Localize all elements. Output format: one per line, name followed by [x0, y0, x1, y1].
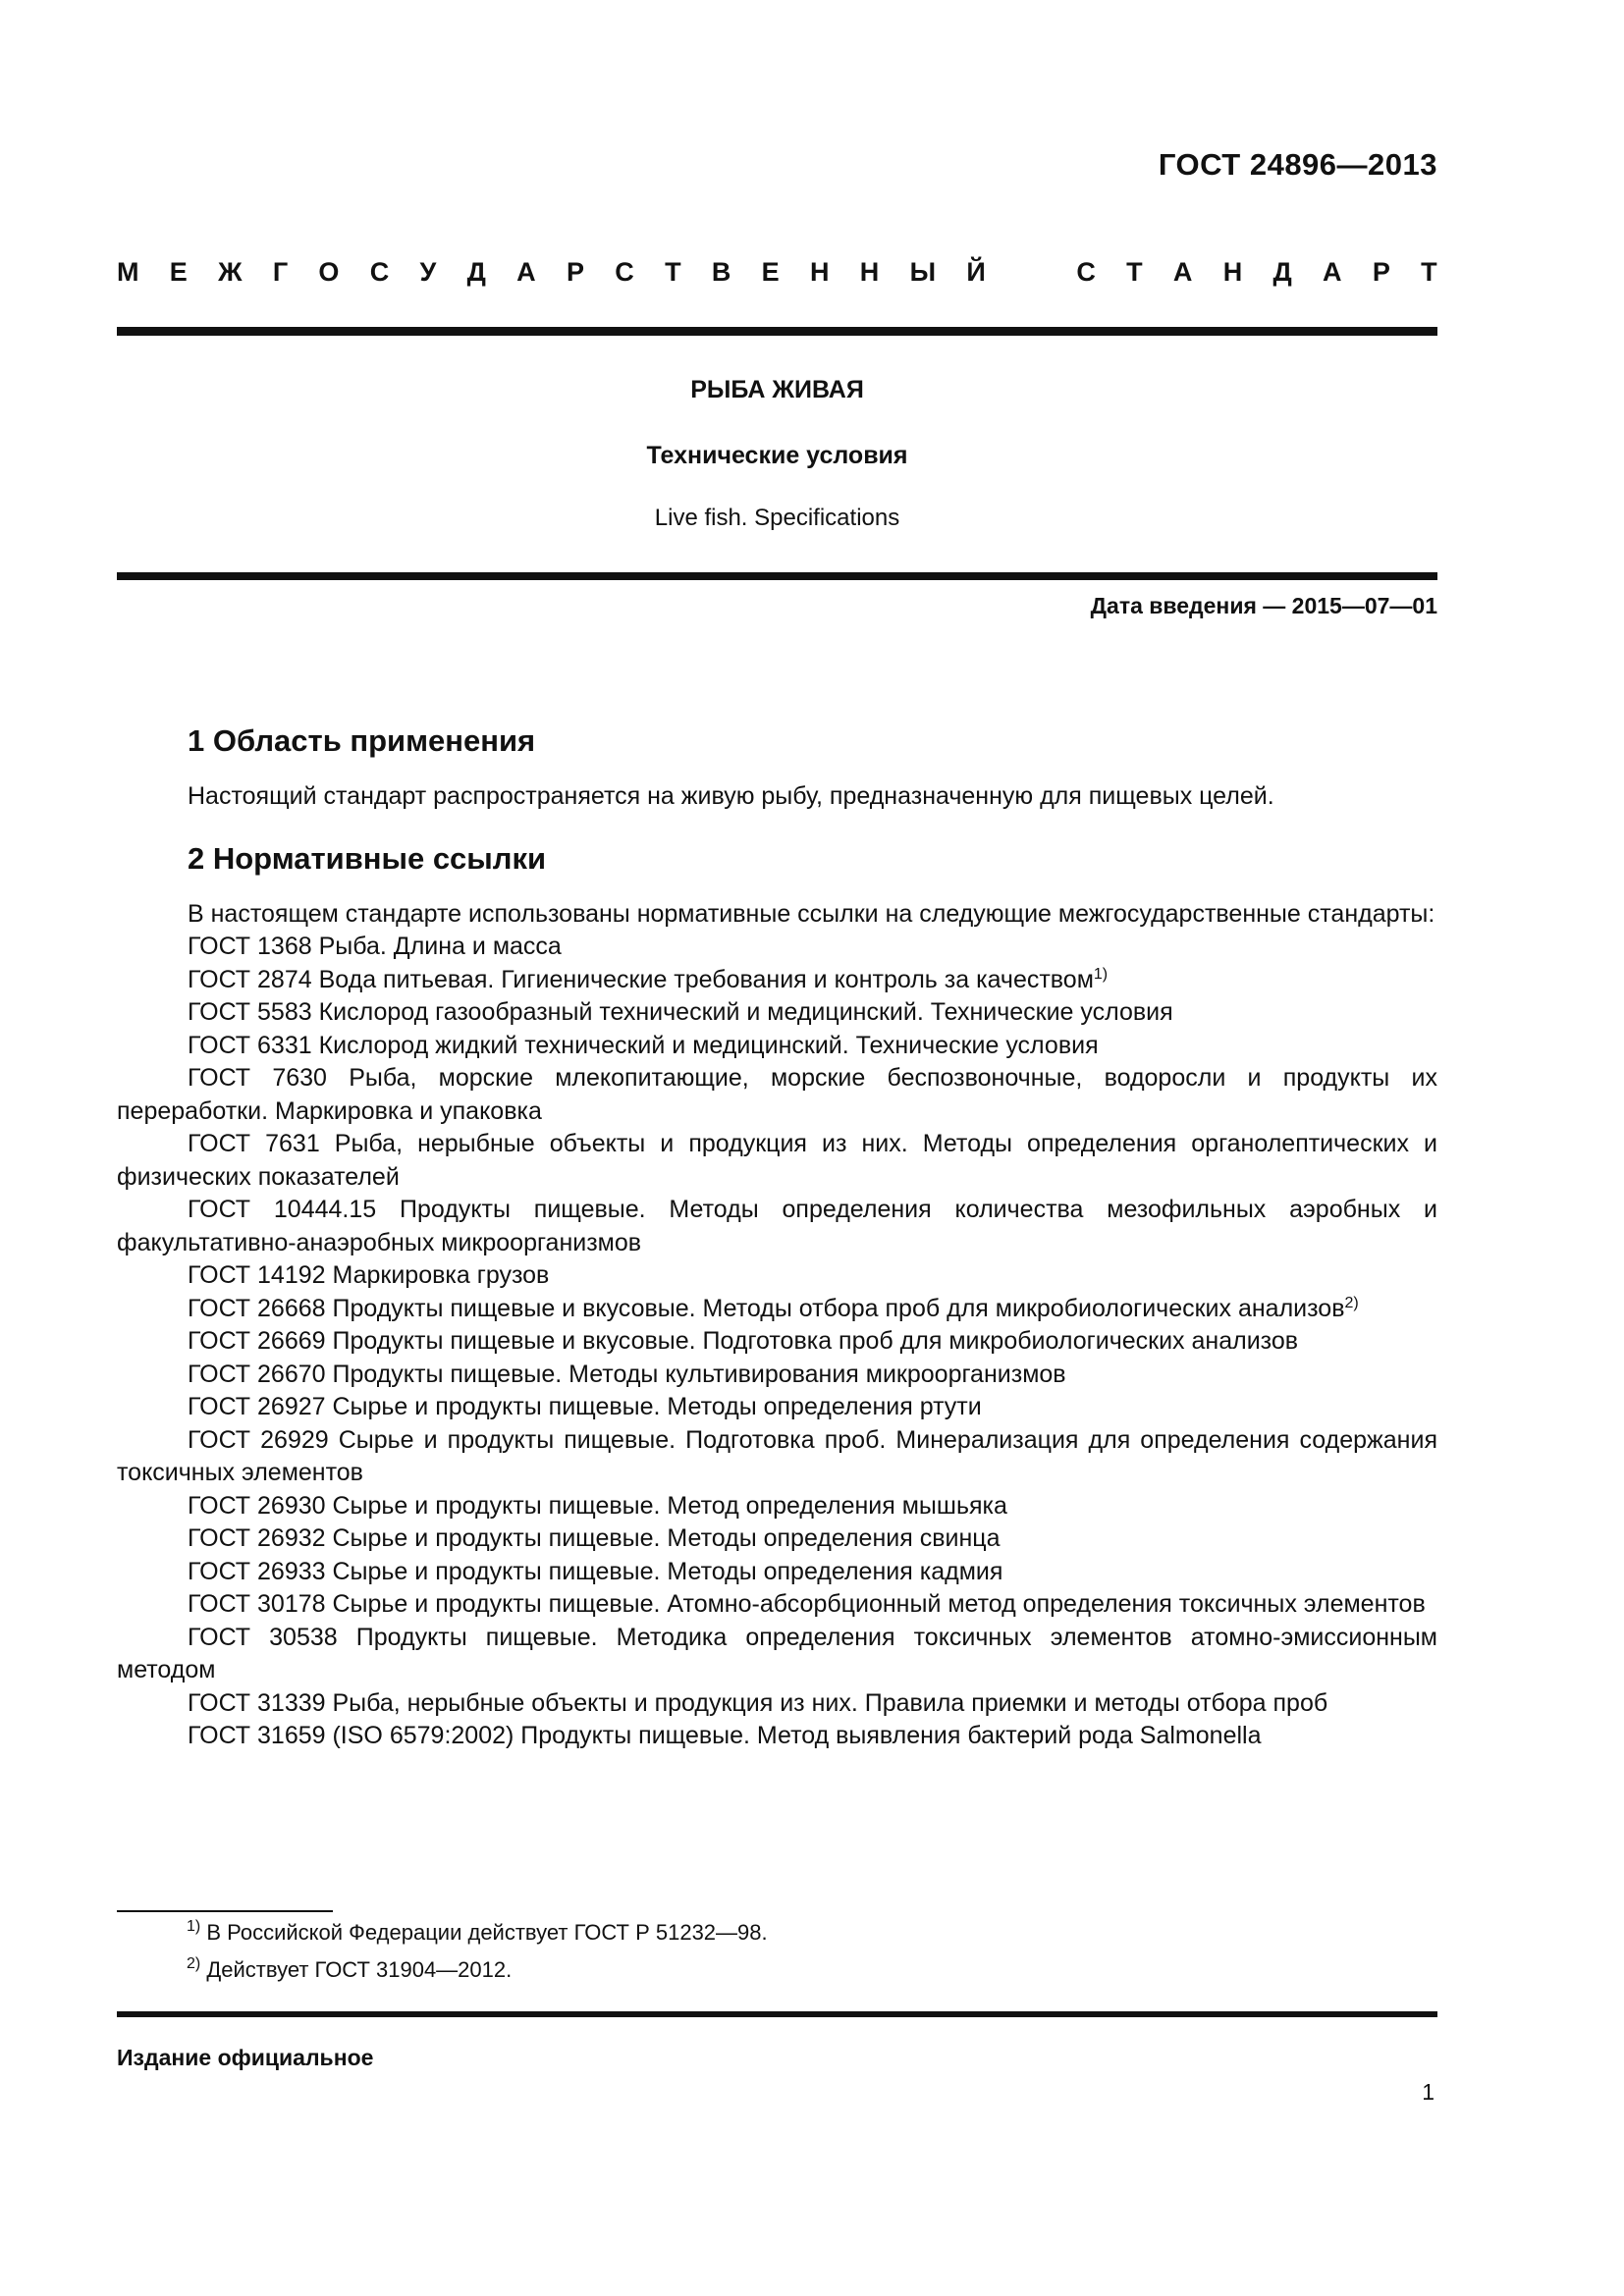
category-letter: Е [169, 257, 188, 287]
document-subtitle: Технические условия [646, 442, 908, 469]
category-letter: Т [665, 257, 681, 287]
reference-text: ГОСТ 26930 Сырье и продукты пищевые. Метод определения мышьяка [188, 1491, 1007, 1520]
reference-item [117, 1259, 1437, 1293]
reference-text: ГОСТ 2874 Вода питьевая. Гигиенические требования и контроль за качеством [188, 965, 1094, 993]
reference-item [117, 1359, 1437, 1392]
footnote-item [187, 1914, 768, 1951]
reference-item [117, 1391, 1437, 1424]
reference-text: ГОСТ 26927 Сырье и продукты пищевые. Методы определения ртути [188, 1393, 982, 1420]
reference-text: ГОСТ 1368 Рыба. Длина и масса [188, 933, 562, 960]
reference-item [117, 1687, 1437, 1721]
category-letter: В [711, 257, 731, 287]
category-letter: Н [859, 257, 880, 287]
category-letter: Й [966, 257, 986, 287]
reference-item [117, 1490, 1437, 1523]
reference-item [117, 1062, 1437, 1128]
reference-text: ГОСТ 30538 Продукты пищевые. Методика определения токсичных элементов атомно-эмиссионным методом [117, 1623, 1437, 1683]
reference-text: ГОСТ 5583 Кислород газообразный технический и медицинский. Технические условия [188, 998, 1173, 1026]
category-letter: Р [1372, 257, 1390, 287]
footnote-mark: 1) [187, 1918, 201, 1935]
reference-text: ГОСТ 6331 Кислород жидкий технический и медицинский. Технические условия [188, 1031, 1099, 1059]
reference-text: ГОСТ 31659 (ISO 6579:2002) Продукты пищевые. Метод выявления бактерий рода Salmonella [188, 1722, 1262, 1749]
reference-text: ГОСТ 26929 Сырье и продукты пищевые. Подготовка проб. Минерализация для определения содержания токсичных элементов [117, 1425, 1437, 1486]
category-letter: С [369, 257, 390, 287]
reference-text: ГОСТ 26670 Продукты пищевые. Методы культивирования микроорганизмов [188, 1360, 1066, 1388]
category-letter: С [615, 257, 634, 287]
reference-item [117, 1556, 1437, 1589]
effective-date: Дата введения — 2015—07—01 [1090, 593, 1437, 618]
reference-text: ГОСТ 26932 Сырье и продукты пищевые. Методы определения свинца [188, 1524, 1001, 1552]
reference-text: ГОСТ 30178 Сырье и продукты пищевые. Атомно-абсорбционный метод определения токсичных элементов [188, 1590, 1426, 1618]
bottom-divider [117, 2011, 1437, 2017]
document-title: РЫБА ЖИВАЯ [690, 376, 864, 403]
edition-label: Издание официальное [117, 2045, 374, 2070]
section-heading: 2 Нормативные ссылки [188, 840, 547, 876]
reference-item [117, 931, 1437, 964]
category-letter: Г [272, 257, 289, 287]
title-divider [117, 572, 1437, 580]
english-title: Live fish. Specifications [654, 505, 900, 531]
category-letter: Т [1421, 257, 1437, 287]
reference-item [117, 1030, 1437, 1063]
category-letter: Т [1126, 257, 1143, 287]
category-letter: М [117, 257, 139, 287]
reference-text: ГОСТ 26669 Продукты пищевые и вкусовые. Подготовка проб для микробиологических анализов [188, 1327, 1299, 1355]
reference-item [117, 964, 1437, 997]
reference-item [117, 1424, 1437, 1490]
footnote-divider [117, 1910, 333, 1912]
category-letter: У [419, 257, 437, 287]
standard-number: ГОСТ 24896—2013 [1158, 147, 1437, 182]
footnote-marker: 2) [1344, 1294, 1359, 1311]
category-letter: Д [466, 257, 486, 287]
reference-text: ГОСТ 26668 Продукты пищевые и вкусовые. Методы отбора проб для микробиологических анализов [188, 1294, 1345, 1322]
category-letter: Ы [909, 257, 937, 287]
reference-text: ГОСТ 7631 Рыба, нерыбные объекты и продукция из них. Методы определения органолептических и физических показателей [117, 1130, 1437, 1191]
footnote-marker: 1) [1093, 965, 1109, 983]
reference-item [117, 1720, 1437, 1753]
top-divider [117, 327, 1437, 336]
footnote-text: Действует ГОСТ 31904—2012. [206, 1957, 513, 1982]
footnote-mark: 2) [187, 1955, 201, 1972]
reference-item [117, 1588, 1437, 1622]
reference-item [117, 1128, 1437, 1194]
category-letter: Ж [218, 257, 243, 287]
reference-item [117, 1293, 1437, 1326]
reference-text: ГОСТ 10444.15 Продукты пищевые. Методы определения количества мезофильных аэробных и факультативно-анаэробных микроорганизмов [117, 1196, 1437, 1256]
reference-text: ГОСТ 26933 Сырье и продукты пищевые. Методы определения кадмия [188, 1557, 1003, 1585]
category-letter: С [1076, 257, 1096, 287]
category-letter: Р [566, 257, 584, 287]
category-letter: А [516, 257, 536, 287]
category-letter: О [318, 257, 340, 287]
reference-text: ГОСТ 14192 Маркировка грузов [188, 1261, 550, 1289]
section-heading: 1 Область применения [188, 723, 536, 758]
reference-item [117, 1522, 1437, 1556]
document-body [117, 721, 1437, 1753]
page-number: 1 [1422, 2079, 1435, 2105]
reference-item [117, 1325, 1437, 1359]
section-paragraph: В настоящем стандарте использованы нормативные ссылки на следующие межгосударственные стандарты: [188, 899, 1435, 928]
category-letter: А [1172, 257, 1193, 287]
reference-text: ГОСТ 7630 Рыба, морские млекопитающие, морские беспозвоночные, водоросли и продукты их переработки. Маркировка и упаковка [117, 1064, 1437, 1125]
category-heading [117, 257, 1437, 288]
footnotes [187, 1914, 768, 1989]
category-letter: Д [1272, 257, 1292, 287]
reference-item [117, 1194, 1437, 1259]
reference-item [117, 1622, 1437, 1687]
normative-references-list [117, 931, 1437, 1753]
category-letter: Н [1222, 257, 1243, 287]
footnote-text: В Российской Федерации действует ГОСТ Р 51232—98. [206, 1920, 768, 1945]
category-letter: Е [761, 257, 780, 287]
footnote-item [187, 1951, 768, 1989]
category-letter: Н [809, 257, 830, 287]
section-paragraph: Настоящий стандарт распространяется на живую рыбу, предназначенную для пищевых целей. [188, 782, 1274, 810]
reference-text: ГОСТ 31339 Рыба, нерыбные объекты и продукция из них. Правила приемки и методы отбора проб [188, 1688, 1328, 1717]
reference-item [117, 996, 1437, 1030]
category-letter: А [1323, 257, 1342, 287]
